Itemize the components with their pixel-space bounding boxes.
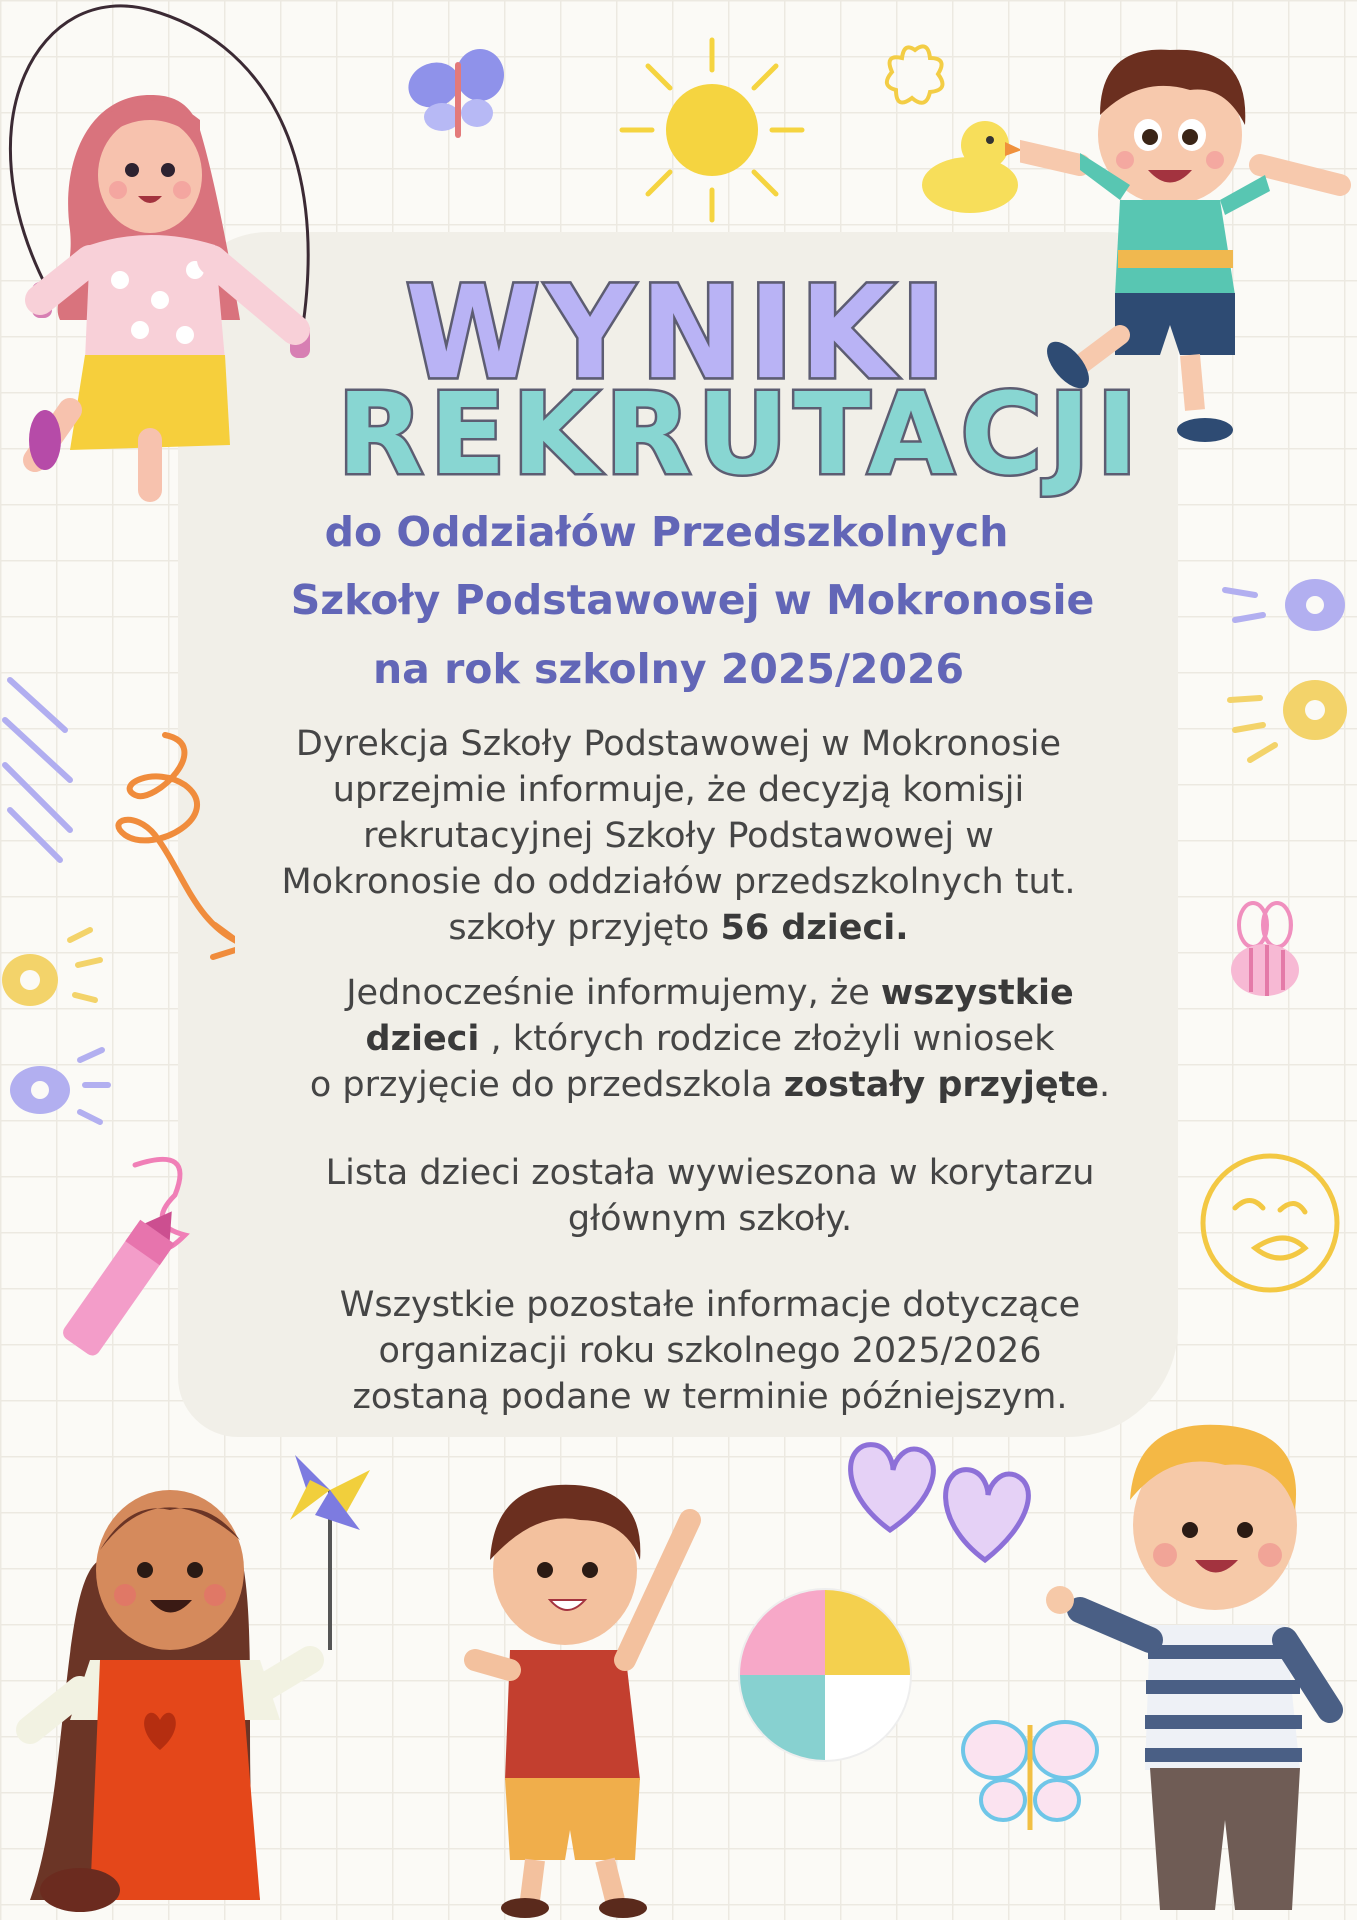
butterfly-icon bbox=[402, 45, 512, 145]
boy-waving-red-shirt-illustration bbox=[455, 1460, 725, 1920]
smiley-face-icon bbox=[1195, 1148, 1345, 1298]
paragraph-line: zostaną podane w terminie późniejszym. bbox=[352, 1377, 1068, 1417]
paragraph-line: organizacji roku szkolnego 2025/2026 bbox=[378, 1331, 1042, 1371]
paragraph-decision-line bbox=[150, 905, 1207, 951]
paragraph-line bbox=[210, 1062, 1210, 1108]
subtitle-line-2: Szkoły Podstawowej w Mokronosie bbox=[290, 576, 1095, 624]
highlighter-marker-icon bbox=[25, 1135, 200, 1395]
emphasis-text: dzieci bbox=[365, 1019, 480, 1059]
paragraph-further-info bbox=[210, 1282, 1210, 1420]
text-fragment: , których rodzice złożyli wniosek bbox=[479, 1019, 1055, 1059]
subtitle-line-3: na rok szkolny 2025/2026 bbox=[372, 645, 965, 693]
paragraph-decision-line: Dyrekcja Szkoły Podstawowej w Mokronosie bbox=[295, 724, 1062, 764]
paragraph-decision-line: uprzejmie informuje, że decyzją komisji bbox=[332, 770, 1025, 810]
paragraph-all-accepted bbox=[210, 970, 1210, 1108]
flower-icon bbox=[880, 40, 950, 110]
children-count: 56 dzieci. bbox=[720, 908, 909, 948]
hand-print-icon bbox=[0, 920, 120, 1140]
subtitle-line-1: do Oddziałów Przedszkolnych bbox=[324, 508, 1009, 556]
text-fragment: szkoły przyjęto bbox=[448, 908, 721, 948]
girl-with-pinwheel-illustration bbox=[10, 1430, 380, 1920]
sun-icon bbox=[612, 30, 812, 230]
bee-icon bbox=[1225, 900, 1305, 1000]
beach-ball-icon bbox=[735, 1585, 915, 1765]
emphasis-text: wszystkie bbox=[880, 973, 1074, 1013]
paragraph-line bbox=[210, 970, 1210, 1016]
crayon-scribble-icon bbox=[0, 670, 75, 870]
paragraph-decision bbox=[150, 721, 1207, 951]
paragraph-list-location bbox=[210, 1150, 1210, 1242]
paragraph-decision-line: rekrutacyjnej Szkoły Podstawowej w bbox=[363, 816, 994, 856]
emphasis-text: zostały przyjęte bbox=[783, 1065, 1100, 1105]
title-line-1: WYNIKI bbox=[405, 258, 952, 408]
hearts-icon bbox=[835, 1420, 1035, 1570]
text-fragment: Jednocześnie informujemy, że bbox=[346, 973, 881, 1013]
paragraph-line: Lista dzieci została wywieszona w korytarzu bbox=[325, 1153, 1095, 1193]
butterfly-outline-icon bbox=[955, 1700, 1105, 1840]
text-fragment: o przyjęcie do przedszkola bbox=[309, 1065, 784, 1105]
rubber-duck-icon bbox=[910, 110, 1030, 220]
boy-pointing-striped-shirt-illustration bbox=[1030, 1390, 1357, 1920]
paragraph-line: głównym szkoły. bbox=[567, 1199, 853, 1239]
title-line-2: REKRUTACJI bbox=[337, 370, 1144, 500]
paragraph-line bbox=[210, 1016, 1210, 1062]
paragraph-line: Wszystkie pozostałe informacje dotyczące bbox=[339, 1285, 1081, 1325]
paragraph-decision-line: Mokronosie do oddziałów przedszkolnych tut. bbox=[281, 862, 1076, 902]
text-fragment: . bbox=[1099, 1065, 1111, 1105]
